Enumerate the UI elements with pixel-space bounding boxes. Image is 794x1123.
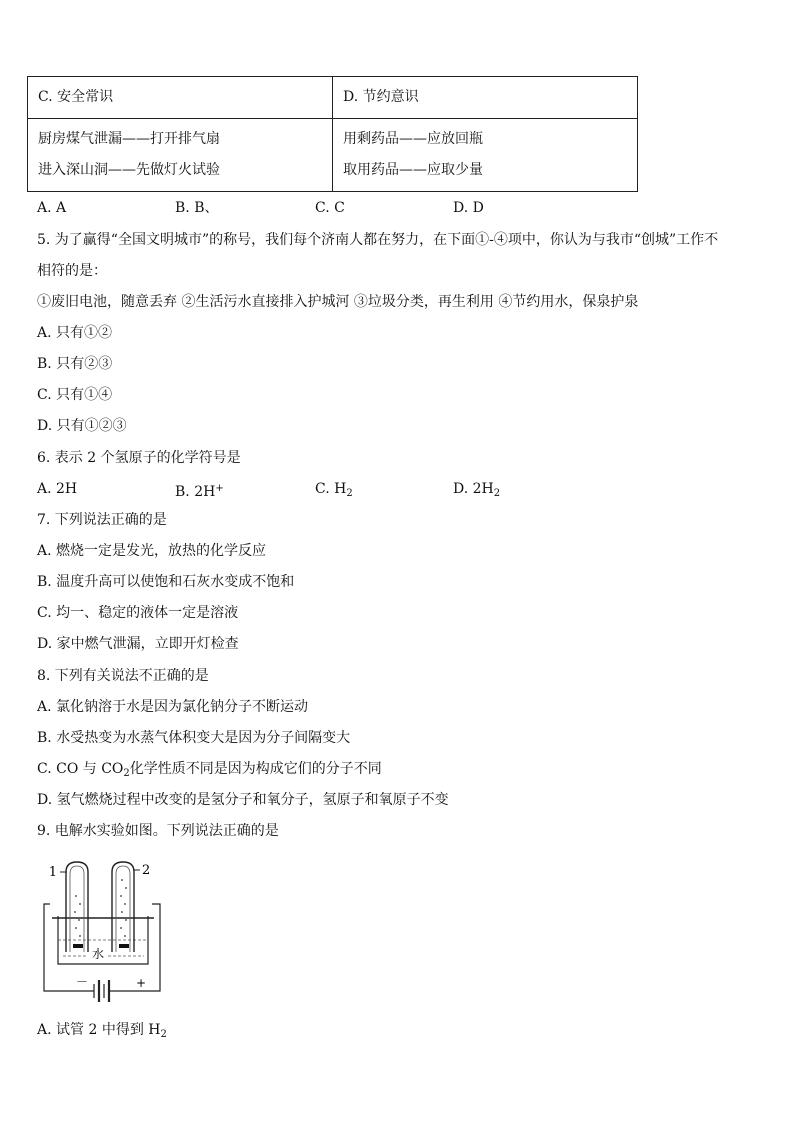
q6-option-c-subscript: 2 <box>346 488 353 499</box>
table-header-d: D. 节约意识 <box>333 77 638 119</box>
q8-option-c <box>37 759 382 784</box>
table-d-line: 取用药品——应取少量 <box>343 162 483 178</box>
q8-option-a: A. 氯化钠溶于水是因为氯化钠分子不断运动 <box>37 699 309 715</box>
q8-option-b: B. 水受热变为水蒸气体积变大是因为分子间隔变大 <box>37 730 351 746</box>
tube-2-inner <box>116 866 130 952</box>
q4-option-a: A. A <box>37 200 67 216</box>
q5-stem-line2: 相符的是： <box>37 263 107 279</box>
options-table <box>27 76 638 192</box>
q4-option-b: B. B、 <box>175 200 219 216</box>
q7-option-c: C. 均一、稳定的液体一定是溶液 <box>37 605 239 621</box>
q9-option-a-subscript: 2 <box>160 1029 167 1040</box>
q8-option-c-subscript: 2 <box>123 768 130 779</box>
electrode-2 <box>119 944 129 948</box>
electrode-1 <box>73 944 83 948</box>
tube-1-label: 1 <box>48 865 57 880</box>
tube-2 <box>112 862 134 952</box>
q6-option-c <box>315 479 353 504</box>
q5-option-d: D. 只有①②③ <box>37 418 127 434</box>
table-header-c: C. 安全常识 <box>28 77 333 119</box>
q8-stem: 8. 下列有关说法不正确的是 <box>37 668 209 684</box>
q6-option-c-text: C. H <box>315 481 347 497</box>
table-cell-c <box>28 119 333 192</box>
electrolysis-diagram <box>36 852 172 1012</box>
q9-stem: 9. 电解水实验如图。下列说法正确的是 <box>37 823 279 839</box>
q8-option-c-text: C. CO 与 CO <box>37 761 124 777</box>
table-c-line: 厨房煤气泄漏——打开排气扇 <box>38 131 220 147</box>
q7-stem: 7. 下列说法正确的是 <box>37 512 167 528</box>
q5-items: ①废旧电池，随意丢弃 ②生活污水直接排入护城河 ③垃圾分类，再生利用 ④节约用水，保泉护泉 <box>37 294 639 310</box>
q8-option-d: D. 氢气燃烧过程中改变的是氢分子和氧分子，氢原子和氧原子不变 <box>37 792 449 808</box>
q5-stem-line1: 5. 为了赢得“全国文明城市”的称号，我们每个济南人都在努力，在下面①-④项中，你认为与我市“创城”工作不 <box>37 232 719 248</box>
water-label: 水 <box>92 947 105 961</box>
q5-option-b: B. 只有②③ <box>37 356 113 372</box>
table-d-line: 用剩药品——应放回瓶 <box>343 131 483 147</box>
tube-1-inner <box>70 866 84 952</box>
q6-option-d <box>453 479 500 504</box>
battery-plus-label: + <box>136 976 147 990</box>
q4-option-d: D. D <box>453 200 484 216</box>
q4-option-c: C. C <box>315 200 345 216</box>
q6-stem: 6. 表示 2 个氢原子的化学符号是 <box>37 450 241 466</box>
q7-option-b: B. 温度升高可以使饱和石灰水变成不饱和 <box>37 574 295 590</box>
q6-option-d-subscript: 2 <box>493 488 501 499</box>
table-cell-d <box>333 119 638 192</box>
q5-option-a: A. 只有①② <box>37 325 113 341</box>
tube-2-label: 2 <box>142 863 151 878</box>
q9-option-a-text: A. 试管 2 中得到 H <box>37 1022 161 1038</box>
tube-1 <box>66 862 88 952</box>
q6-option-a <box>37 479 77 499</box>
q8-option-c-text-rest: 化学性质不同是因为构成它们的分子不同 <box>129 761 382 777</box>
q9-option-a <box>37 1020 167 1045</box>
battery-minus-label: － <box>76 975 89 989</box>
q6-option-b-text: B. 2H <box>175 484 216 500</box>
table-c-line: 进入深山洞——先做灯火试验 <box>38 162 220 178</box>
q7-option-d: D. 家中燃气泄漏，立即开灯检查 <box>37 636 239 652</box>
q5-option-c: C. 只有①④ <box>37 387 113 403</box>
q6-option-b <box>175 479 224 502</box>
bubbles <box>74 879 127 937</box>
q7-option-a: A. 燃烧一定是发光，放热的化学反应 <box>37 543 267 559</box>
q6-option-a-text: A. 2H <box>37 481 78 497</box>
q6-option-d-text: D. 2H <box>453 481 494 497</box>
q6-option-b-charge: + <box>215 483 224 494</box>
